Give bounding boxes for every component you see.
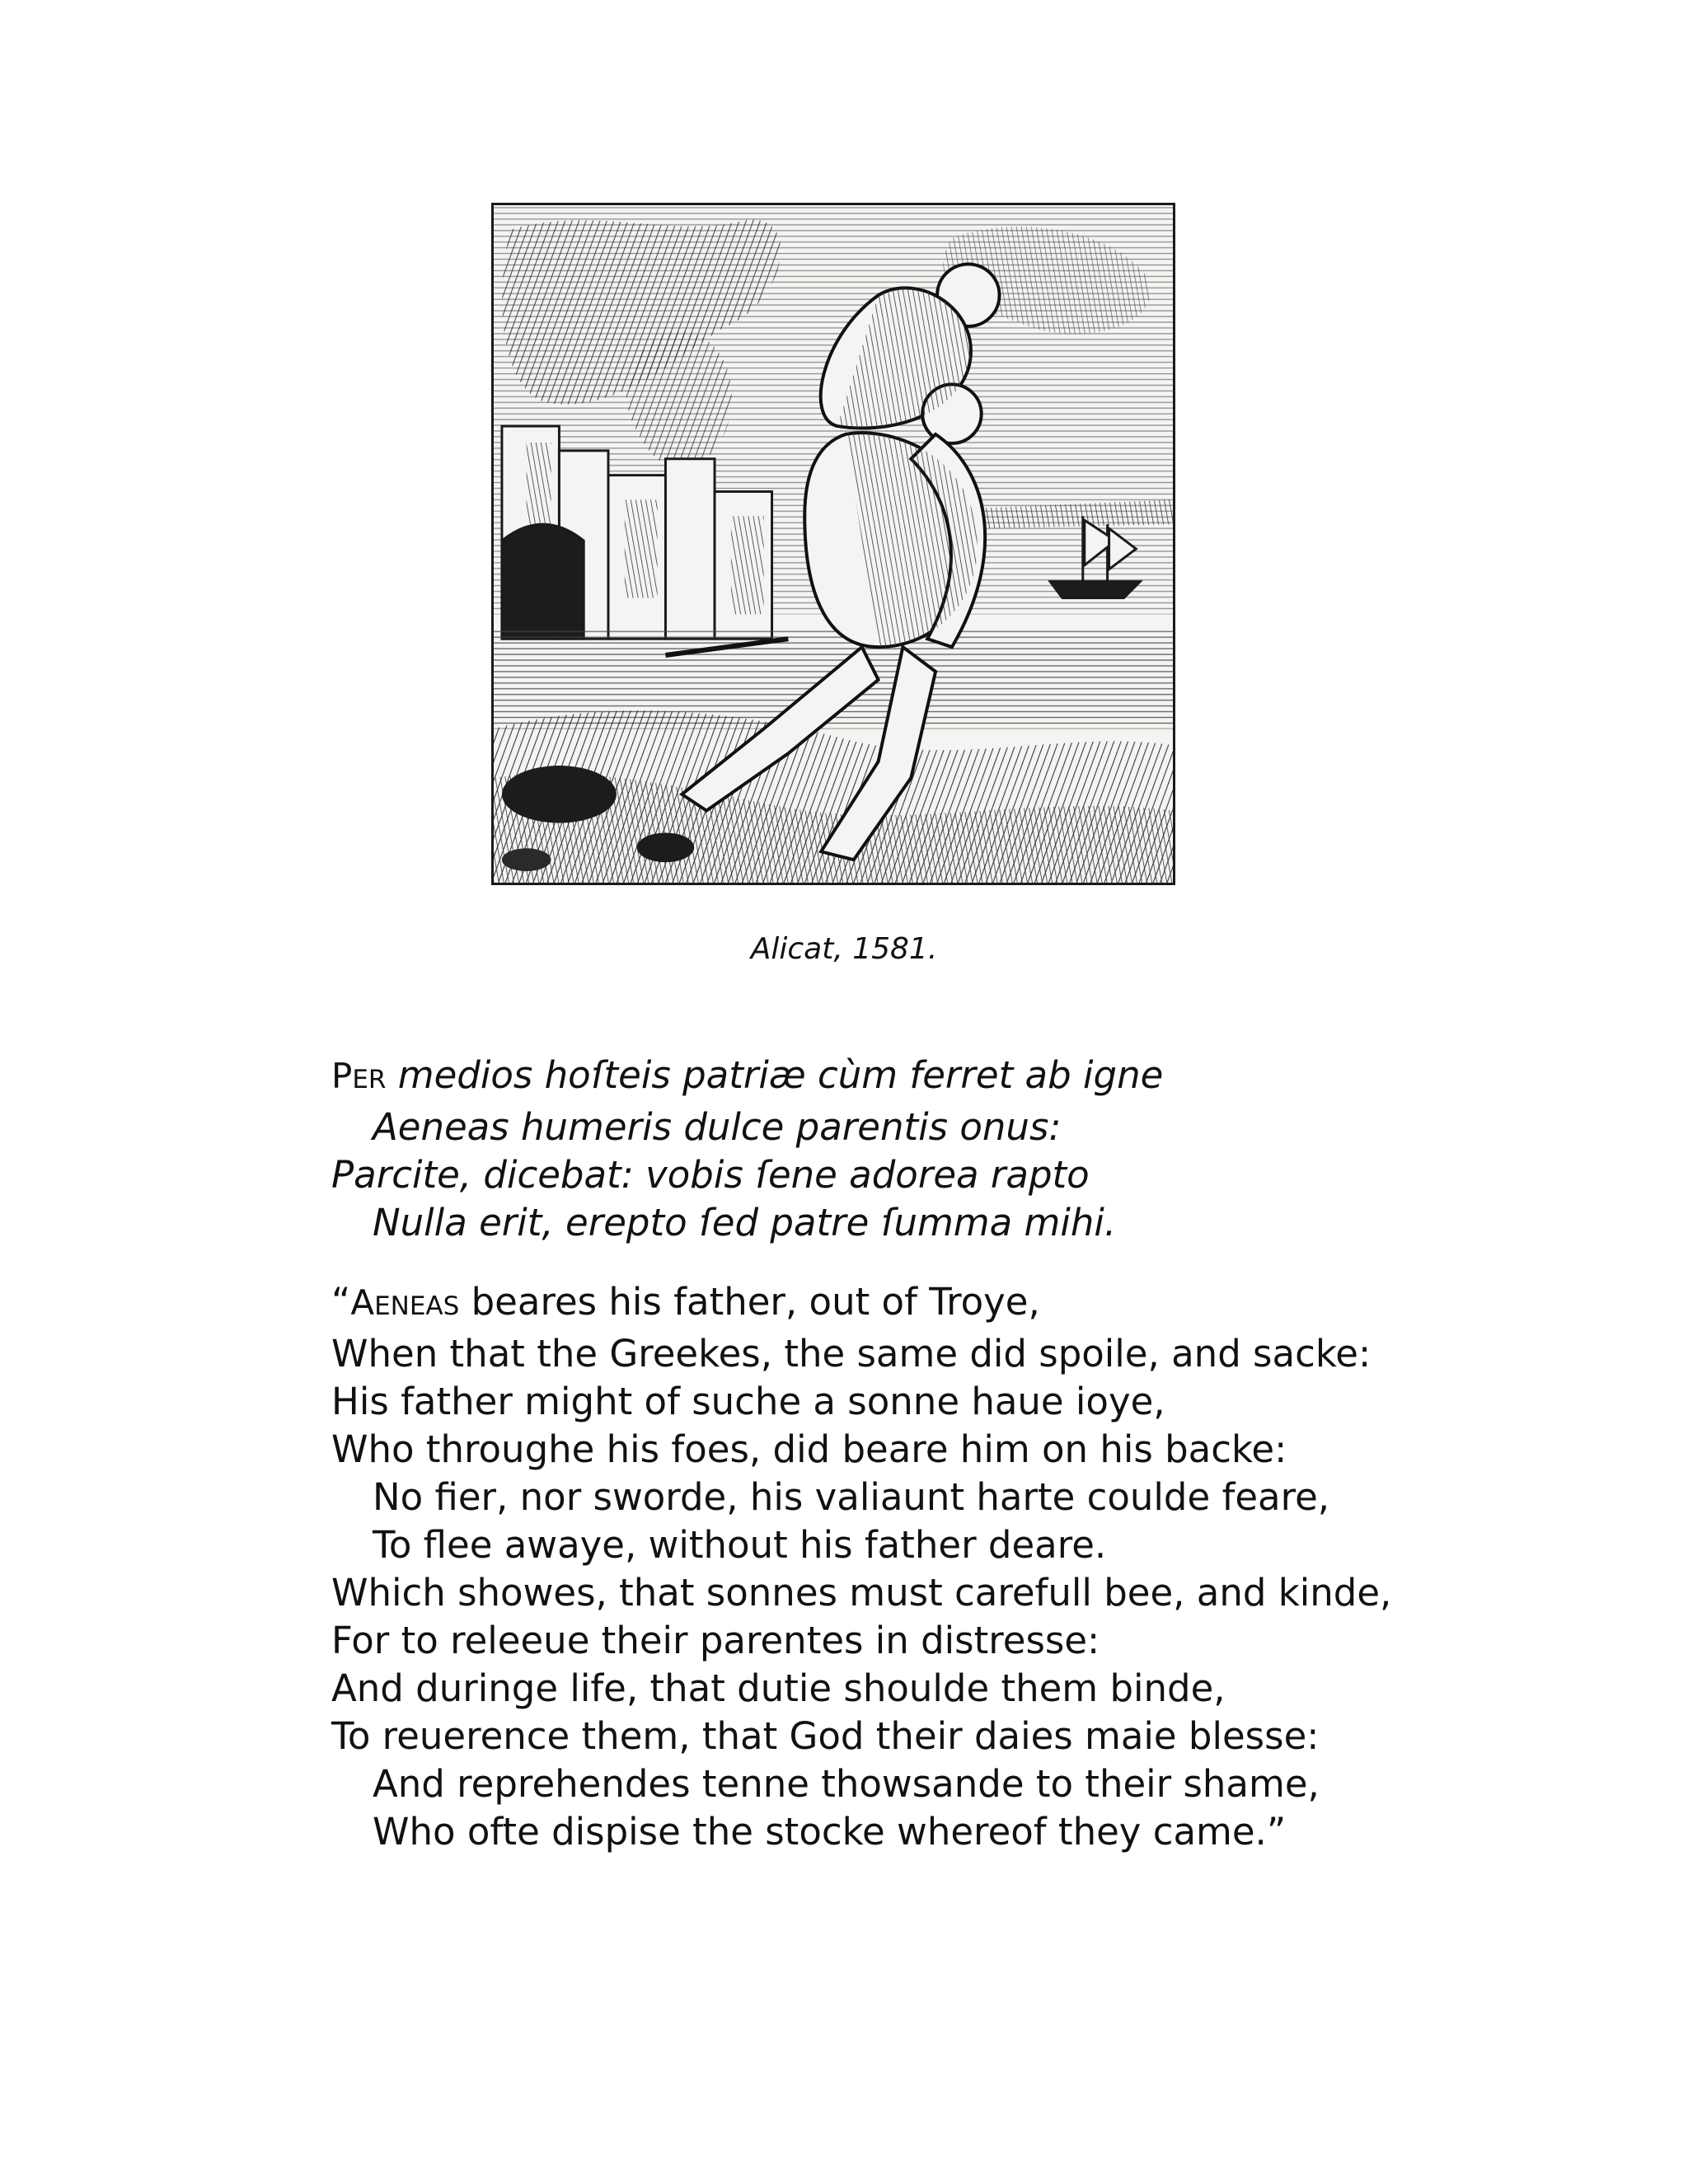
latin-line-2: Aeneas humeris dulce parentis onus:: [373, 1105, 1062, 1149]
english-line-8: For to releeue their parentes in distresse:: [331, 1619, 1100, 1662]
latin-line-3: Parcite, dicebat: vobis ſene adorea rapto: [331, 1153, 1090, 1197]
latin-line-1: [331, 1052, 1403, 1104]
latin-line-1-text: medios hoſteis patriæ cùm ferret ab igne: [386, 1053, 1164, 1097]
woodcut-image: [494, 205, 1173, 883]
latin-line-4: Nulla erit, erepto ſed patre ſumma mihi.: [373, 1201, 1117, 1244]
english-line-9: And duringe life, that dutie shoulde them binde,: [331, 1666, 1226, 1710]
english-line-7: Which showes, that sonnes must carefull bee, and kinde,: [331, 1571, 1392, 1615]
woodcut-illustration: [491, 203, 1175, 885]
english-drop-cap: A: [350, 1282, 375, 1323]
english-small-caps: ENEAS: [374, 1291, 460, 1321]
english-line-1-text: beares his father, out of Troye,: [459, 1280, 1040, 1324]
english-line-1: [331, 1278, 1403, 1330]
english-line-11: And reprehendes tenne thowsande to their shame,: [373, 1762, 1320, 1806]
english-line-5: No fier, nor sworde, his valiaunt harte coulde feare,: [373, 1475, 1330, 1519]
figure-caption: Alicat, 1581.: [750, 932, 938, 966]
latin-drop-cap: P: [331, 1056, 353, 1096]
english-line-10: To reuerence them, that God their daies maie blesse:: [331, 1714, 1320, 1758]
english-line-3: His father might of suche a sonne haue ioye,: [331, 1380, 1165, 1423]
english-line-12: Who ofte dispise the stocke whereof they came.”: [373, 1810, 1287, 1854]
open-quote: “: [331, 1280, 351, 1324]
english-line-4: Who throughe his foes, did beare him on his backe:: [331, 1427, 1287, 1471]
english-line-2: When that the Greekes, the same did spoile, and sacke:: [331, 1332, 1372, 1376]
latin-small-caps: ER: [352, 1065, 387, 1094]
latin-verse: [331, 1052, 1403, 1247]
english-verse: [331, 1278, 1403, 1856]
english-line-6: To flee awaye, without his father deare.: [373, 1523, 1107, 1567]
